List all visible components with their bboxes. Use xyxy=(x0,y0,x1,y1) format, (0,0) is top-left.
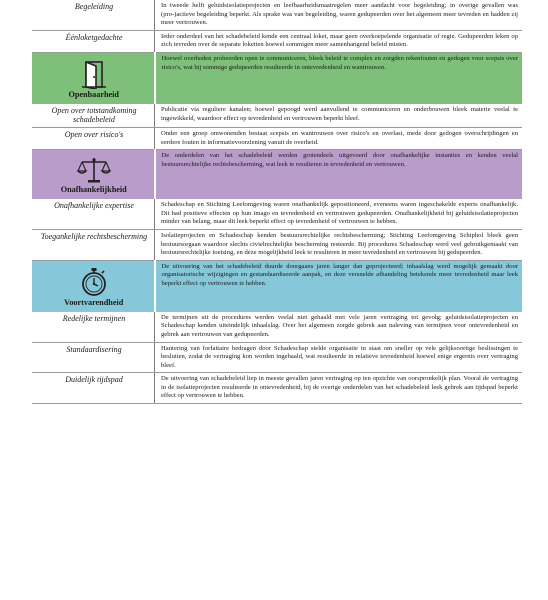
row-label: Standaardisering xyxy=(32,342,155,373)
row-label: Toegankelijke rechtsbescherming xyxy=(32,229,155,260)
table-row xyxy=(32,342,522,373)
category-summary: De onderdelen van het schadebeleid werden grotendeels uitgevoerd door onafhankelijke instanties en kenden veelal bestuursrechtelijke rechtsbescherming, wat leek te resulteren in tevredenheid en vertrouwen. xyxy=(155,150,523,200)
row-label: Duidelijk tijdspad xyxy=(32,373,155,404)
table-row xyxy=(32,30,522,52)
category-cell xyxy=(32,52,155,104)
category-band-onafhankelijkheid xyxy=(32,150,522,200)
category-band-openbaarheid xyxy=(32,52,522,104)
category-cell xyxy=(32,150,155,200)
table-row xyxy=(32,312,522,342)
category-summary: Hoewel overheden probeerden open te communiceren, bleek beleid te complex en zorgden rekenfouten en gedogen voor scepsis over risico's, wat bij sommige gedupeerden resulteerde in ontevredenheid en wantrouwen. xyxy=(155,52,523,104)
row-label: Open over risico's xyxy=(32,127,155,149)
row-label: Open over totstandkoming schadebeleid xyxy=(32,104,155,128)
row-text: Ieder onderdeel van het schadebeleid kende een centraal loket, maar geen overkoepelende organisatie of regie. Gedupeerden leken op zich tevreden over de separate loketten hoewel sommigen meer samenhangend beleid misten. xyxy=(155,30,523,52)
table-row xyxy=(32,104,522,128)
row-label: Redelijke termijnen xyxy=(32,312,155,342)
category-summary: De uitvoering van het schadebeleid duurde doorgaans jaren langer dan geprojecteerd; inhaalslag werd mogelijk gemaakt door organisatorische wijzigingen en gestandaardiseerde aanpak, en deze versnelde afhandeling betekende meer tevredenheid maar leek beperkt effect op vertrouwen te hebben. xyxy=(155,260,523,312)
category-title: Onafhankelijkheid xyxy=(60,185,127,195)
row-text: De uitvoering van schadebeleid liep in meeste gevallen jaren vertraging op ten opzichte van oorspronkelijk plan. Vooral de vertraging in de isolatieprojecten resulteerde in ontevredenheid, bij de overige onderdelen van het schadebeleid leek gebrek aan tijdspad beperkt effect op vertrouwen te hebben. xyxy=(155,373,523,404)
table-row xyxy=(32,199,522,229)
category-band-voortvarendheid xyxy=(32,260,522,312)
row-text: Onder een groep omwonenden bestaat scepsis en wantrouwen over risico's en overlast, mede door gedogen overschrijdingen en eerdere fouten in informatievoorziening vanuit de overheid. xyxy=(155,127,523,149)
assessment-table xyxy=(32,0,522,404)
row-text: Hantering van forfaitaire bedragen door Schadeschap stelde organisatie in staat om sneller op vele gelijksoortige beslissingen te besluiten, zodat de vertraging kon worden ingehaald, wat resulteerde in relatieve tevredenheid hoewel enige ergernis over vertraging bleef. xyxy=(155,342,523,373)
table-row xyxy=(32,229,522,260)
stopwatch-icon xyxy=(79,267,109,297)
row-text: Publicatie via reguliere kanalen; hoewel gepoogd werd aanvullend te communiceren en onderbouwen bleek materie veelal te ingewikkeld, waardoor effect op tevredenheid en vertrouwen beperkt bleef. xyxy=(155,104,523,128)
row-text: In tweede helft geluidsisolatieprojecten en leefbaarheidsmaatregelen meer aandacht voor begeleiding; in overige gevallen was (pro-)actieve begeleiding beperkt. Als sprake was van begeleiding, waren gedupeerden over het algemeen meer tevreden en hadden zij meer vertrouwen. xyxy=(155,0,523,30)
row-label: Begeleiding xyxy=(32,0,155,30)
table-row xyxy=(32,127,522,149)
row-text: Schadeschap en Stichting Leefomgeving waren onafhankelijk gepositioneerd, eveneens waren ingeschakelde experts onafhankelijk. Dit had positieve effecten op hun imago en tevredenheid en vertrouwen gedupeerden. Onafhankelijkheid bij geluidsisolatieprojecten minder van belang, maar dit leek beperkt effect op tevredenheid of vertrouwen te hebben. xyxy=(155,199,523,229)
row-text: De termijnen uit de procedures werden veelal niet gehaald met vele jaren vertraging tot gevolg; geluidsisolatieprojecten en Schadeschap kenden uiteindelijk inhaalslag. Over het algemeen zorgde gebrek aan naleving van termijnen voor ontevredenheid en gebrek aan vertrouwen van gedupeerden. xyxy=(155,312,523,342)
category-cell xyxy=(32,260,155,312)
open-door-icon xyxy=(79,59,109,89)
table-row xyxy=(32,0,522,30)
table-row xyxy=(32,373,522,404)
row-text: Isolatieprojecten en Schadeschap kenden bestuursrechtelijke rechtsbescherming; Stichting Leefomgeving Schiphol bleek geen bestuursorgaan waardoor slechts civielrechtelijke bescherming resteerde. Bij procedures Schadeschap werd veel gebruikgemaakt van bestuursrechtelijke toetsing, en deze mogelijkheid leek te resulteren in meer tevredenheid en vertrouwen bij gedupeerden. xyxy=(155,229,523,260)
category-title: Openbaarheid xyxy=(68,89,119,99)
row-label: Onafhankelijke expertise xyxy=(32,199,155,229)
row-label: Éénloketgedachte xyxy=(32,30,155,52)
scales-icon xyxy=(77,156,111,184)
category-title: Voortvarendheid xyxy=(64,297,124,307)
